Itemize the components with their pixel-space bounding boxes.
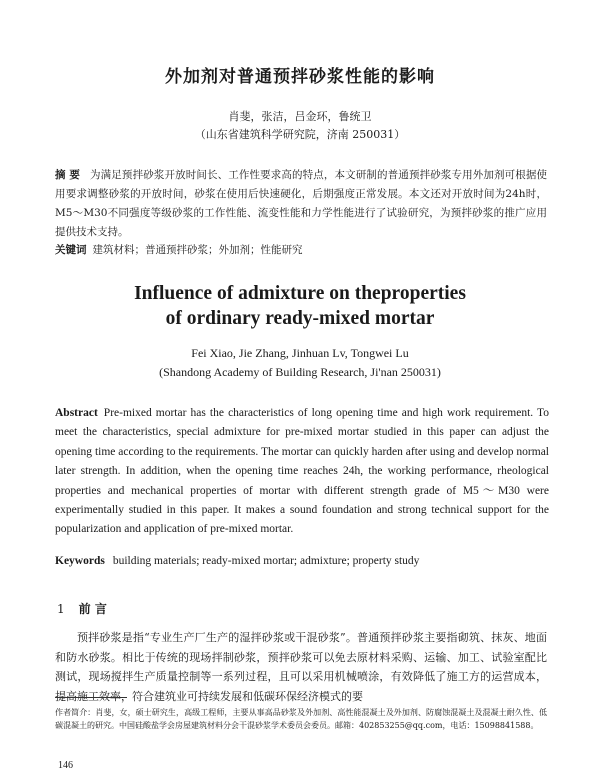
- page-number: 146: [58, 760, 73, 771]
- en-keywords: [55, 555, 549, 567]
- author-footnote: 作者简介：肖斐，女，硕士研究生，高级工程师，主要从事高品砂浆及外加剂、高性能混凝土及外加剂、防腐蚀混凝土及混凝土耐久性、低碳混凝土的研究。中国硅酸盐学会房屋建筑材料分会干混砂浆学术委员会委员。邮箱：402853255@qq.com，电话：15098841588。: [55, 708, 547, 730]
- en-keywords-label: Keywords: [55, 555, 105, 567]
- cn-title: 外加剂对普通预拌砂浆性能的影响: [165, 67, 435, 87]
- cn-keywords: [55, 242, 547, 257]
- cn-affiliation: （山东省建筑科学研究院，济南 250031）: [194, 128, 406, 141]
- en-abstract: [55, 404, 549, 540]
- cn-keywords-label: 关键词: [55, 244, 87, 256]
- cn-abstract-text: 为满足预拌砂浆开放时间长、工作性要求高的特点，本文研制的普通预拌砂浆专用外加剂可根据使用要求调整砂浆的开放时间，砂浆在使用后快速硬化，后期强度正常发展。本文还对开放时间为24h时，M5～M30不同强度等级砂浆的工作性能、流变性能和力学性能进行了试验研究，为预拌砂浆的推广应用提供技术支持。: [55, 169, 547, 238]
- cn-keywords-text: 建筑材料；普通预拌砂浆；外加剂；性能研究: [92, 244, 303, 256]
- en-title-line-1: Influence of admixture on theproperties: [134, 283, 466, 304]
- section-heading: [57, 600, 107, 617]
- en-title-line-2: of ordinary ready-mixed mortar: [165, 308, 435, 329]
- en-keywords-text: building materials; ready-mixed mortar; admixture; property study: [112, 555, 420, 567]
- section-number: 1: [57, 602, 65, 616]
- en-authors: Fei Xiao, Jie Zhang, Jinhuan Lv, Tongwei Lu: [191, 346, 409, 360]
- en-affiliation: (Shandong Academy of Building Research, Ji'nan 250031): [159, 365, 441, 379]
- cn-authors: 肖斐，张洁，吕金环，鲁统卫: [228, 110, 372, 123]
- footnote-divider: [55, 697, 127, 698]
- en-abstract-label: Abstract: [55, 407, 98, 419]
- cn-abstract-label: 摘 要: [55, 169, 81, 181]
- cn-abstract: [55, 166, 547, 242]
- en-title: [0, 281, 600, 331]
- section-title: 前 言: [78, 602, 107, 616]
- body-paragraph: 预拌砂浆是指“专业生产厂生产的湿拌砂浆或干混砂浆”。普通预拌砂浆主要指砌筑、抹灰、地面和防水砂浆。相比于传统的现场拌制砂浆，预拌砂浆可以免去原材料采购、运输、加工、试验室配比测试，现场搅拌生产质量控制等一系列过程，且可以采用机械喷涂，有效降低了施工方的运营成本，提高施工效率，符合建筑业可持续发展和低碳环保经济模式的要: [55, 631, 547, 703]
- en-abstract-text: Pre-mixed mortar has the characteristics of long opening time and high work requirement. To meet the characteristics, special admixture for pre-mixed mortar studied in this paper can adjust the opening time according to the requirements. The mortar can quickly harden after using and develop normal later strength. In addition, when the opening time reaches 24h, the working performance, rheological properties and mechanical properties of mortar with different strength grade of M5～M30 were experimentally studied in this paper. It makes a sound foundation and strong technical support for the popularization and application of pre-mixed mortar.: [55, 407, 549, 536]
